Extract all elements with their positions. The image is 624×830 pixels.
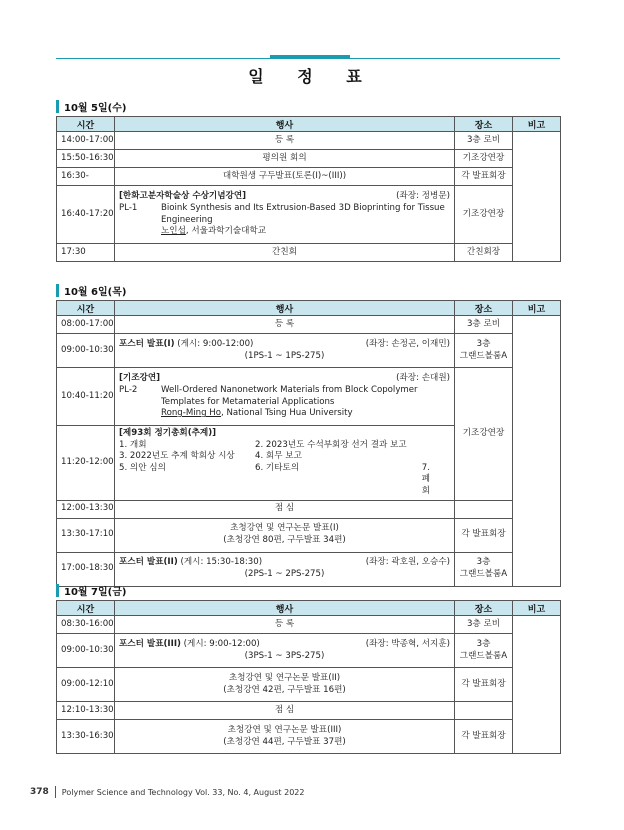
heading-bar — [56, 100, 59, 113]
top-rule — [56, 58, 560, 59]
session-title: [한화고분자학술상 수상기념강연] — [119, 191, 247, 202]
session-title: [기조강연] — [119, 373, 161, 384]
page-title: 일 정 표 — [248, 67, 376, 86]
poster-period: (게시: 9:00-12:00) — [180, 638, 260, 649]
place-cell — [455, 702, 513, 720]
time-cell: 13:30-17:10 — [57, 518, 115, 552]
poster-range: (3PS-1 ~ 3PS-275) — [244, 650, 325, 661]
event-cell: 등 록 — [115, 316, 455, 334]
session-line: (초청강연 42편, 구두발표 16편) — [223, 684, 346, 695]
time-cell: 10:40-11:20 — [57, 368, 115, 426]
session-line: 초청강연 및 연구논문 발표(III) — [227, 724, 342, 735]
agenda-item: 1. 개회 — [119, 439, 147, 450]
place-cell — [455, 634, 513, 668]
day3-heading — [56, 582, 560, 598]
session-line: (초청강연 44편, 구두발표 37편) — [223, 736, 346, 747]
place-cell: 기조강연장 — [455, 150, 513, 168]
time-cell: 08:30-16:00 — [57, 616, 115, 634]
session-line: 초청강연 및 연구논문 발표(I) — [230, 523, 339, 534]
event-cell — [115, 668, 455, 702]
lecture-title: Well-Ordered Nanonetwork Materials from Block Copolymer Templates for Metamaterial Applications — [161, 384, 418, 407]
session-line: (초청강연 80편, 구두발표 34편) — [223, 535, 346, 546]
place-cell: 기조강연장 — [455, 186, 513, 244]
header-event: 행사 — [115, 301, 455, 316]
session-line: 초청강연 및 연구논문 발표(II) — [228, 672, 341, 683]
lecture-title: Bioink Synthesis and Its Extrusion-Based 3D Bioprinting for Tissue Engineering — [161, 202, 445, 225]
event-cell — [115, 720, 455, 754]
header-time: 시간 — [57, 601, 115, 616]
header-event: 행사 — [115, 117, 455, 132]
place-line: 그랜드볼룸A — [459, 650, 508, 661]
chair: (좌장: 손대원) — [396, 373, 450, 384]
place-line: 그랜드볼룸A — [459, 569, 508, 580]
day3-table — [56, 600, 561, 754]
note-cell — [513, 132, 561, 262]
poster-range: (2PS-1 ~ 2PS-275) — [244, 569, 325, 580]
place-line: 3층 — [476, 638, 491, 649]
header-time: 시간 — [57, 117, 115, 132]
header-note: 비고 — [513, 301, 561, 316]
agenda-item: 4. 회무 보고 — [255, 451, 302, 462]
event-cell — [115, 426, 455, 501]
place-cell: 3층 로비 — [455, 132, 513, 150]
day2-heading-text: 10월 6일(목) — [64, 286, 127, 298]
agenda-item: 7. 폐회 — [421, 462, 430, 496]
poster-title: 포스터 발표(III) — [119, 638, 181, 649]
time-cell: 09:00-10:30 — [57, 634, 115, 668]
day2-heading — [56, 282, 560, 298]
event-cell — [115, 552, 455, 586]
time-cell: 17:30 — [57, 244, 115, 262]
time-cell: 12:00-13:30 — [57, 500, 115, 518]
place-cell — [455, 552, 513, 586]
time-cell: 17:00-18:30 — [57, 552, 115, 586]
header-note: 비고 — [513, 601, 561, 616]
place-line: 3층 — [476, 557, 491, 568]
time-cell: 11:20-12:00 — [57, 426, 115, 501]
event-cell: 등 록 — [115, 616, 455, 634]
header-time: 시간 — [57, 301, 115, 316]
place-line: 그랜드볼룸A — [459, 350, 508, 361]
affiliation: , 서울과학기술대학교 — [185, 226, 267, 237]
time-cell: 16:30- — [57, 168, 115, 186]
event-cell: 평의원 회의 — [115, 150, 455, 168]
event-cell: 간친회 — [115, 244, 455, 262]
speaker: 노인섭 — [161, 226, 186, 237]
agenda-item: 2. 2023년도 수석부회장 선거 결과 보고 — [255, 439, 407, 450]
time-cell: 14:00-17:00 — [57, 132, 115, 150]
poster-title: 포스터 발표(I) — [119, 338, 175, 349]
page-footer — [30, 786, 304, 798]
header-note: 비고 — [513, 117, 561, 132]
chair: (좌장: 손정곤, 이재민) — [365, 338, 450, 349]
time-cell: 13:30-16:30 — [57, 720, 115, 754]
place-line: 3층 — [476, 338, 491, 349]
time-cell: 15:50-16:30 — [57, 150, 115, 168]
speaker: Rong-Ming Ho — [161, 408, 222, 419]
heading-bar — [56, 284, 59, 297]
footer-divider — [55, 786, 56, 798]
day3-section — [56, 582, 560, 754]
lecture-code: PL-1 — [119, 202, 138, 213]
time-cell: 16:40-17:20 — [57, 186, 115, 244]
header-place: 장소 — [455, 301, 513, 316]
poster-range: (1PS-1 ~ 1PS-275) — [244, 350, 325, 361]
header-place: 장소 — [455, 601, 513, 616]
event-cell — [115, 186, 455, 244]
place-cell: 각 발표회장 — [455, 720, 513, 754]
time-cell: 09:00-12:10 — [57, 668, 115, 702]
poster-period: (게시: 9:00-12:00) — [174, 338, 254, 349]
time-cell: 09:00-10:30 — [57, 334, 115, 368]
place-cell — [455, 500, 513, 518]
place-cell: 각 발표회장 — [455, 518, 513, 552]
page-number: 378 — [30, 787, 49, 797]
note-cell — [513, 616, 561, 754]
note-cell — [513, 316, 561, 587]
session-title: [제93회 정기총회(추계)] — [119, 428, 217, 438]
event-cell — [115, 334, 455, 368]
day1-table — [56, 116, 561, 262]
affiliation: , National Tsing Hua University — [221, 408, 353, 419]
agenda-item: 6. 기타토의 — [255, 462, 300, 473]
poster-period: (게시: 15:30-18:30) — [177, 557, 263, 568]
heading-bar — [56, 584, 59, 597]
place-cell: 기조강연장 — [455, 368, 513, 501]
day3-heading-text: 10월 7일(금) — [64, 586, 127, 598]
day2-section — [56, 282, 560, 587]
event-cell: 점 심 — [115, 500, 455, 518]
day1-heading — [56, 98, 560, 114]
event-cell: 대학원생 구두발표(토론(I)~(III)) — [115, 168, 455, 186]
day1-section — [56, 98, 560, 262]
chair: (좌장: 정병문) — [396, 191, 450, 202]
agenda-item: 3. 2022년도 추계 학회상 시상 — [119, 451, 235, 462]
place-cell: 3층 로비 — [455, 616, 513, 634]
header-event: 행사 — [115, 601, 455, 616]
place-cell: 간친회장 — [455, 244, 513, 262]
event-cell — [115, 634, 455, 668]
day1-heading-text: 10월 5일(수) — [64, 102, 127, 114]
event-cell — [115, 518, 455, 552]
place-cell: 3층 로비 — [455, 316, 513, 334]
lecture-code: PL-2 — [119, 384, 138, 395]
event-cell: 점 심 — [115, 702, 455, 720]
day2-table — [56, 300, 561, 587]
place-cell: 각 발표회장 — [455, 668, 513, 702]
event-cell: 등 록 — [115, 132, 455, 150]
agenda — [119, 440, 450, 498]
header-place: 장소 — [455, 117, 513, 132]
agenda-item: 5. 의안 심의 — [119, 462, 166, 473]
chair: (좌장: 박종혁, 서지훈) — [365, 638, 450, 649]
chair: (좌장: 곽호원, 오승수) — [365, 557, 450, 568]
time-cell: 12:10-13:30 — [57, 702, 115, 720]
poster-title: 포스터 발표(II) — [119, 557, 178, 568]
event-cell — [115, 368, 455, 426]
journal-citation: Polymer Science and Technology Vol. 33, No. 4, August 2022 — [61, 787, 305, 797]
place-cell — [455, 334, 513, 368]
place-cell: 각 발표회장 — [455, 168, 513, 186]
time-cell: 08:00-17:00 — [57, 316, 115, 334]
